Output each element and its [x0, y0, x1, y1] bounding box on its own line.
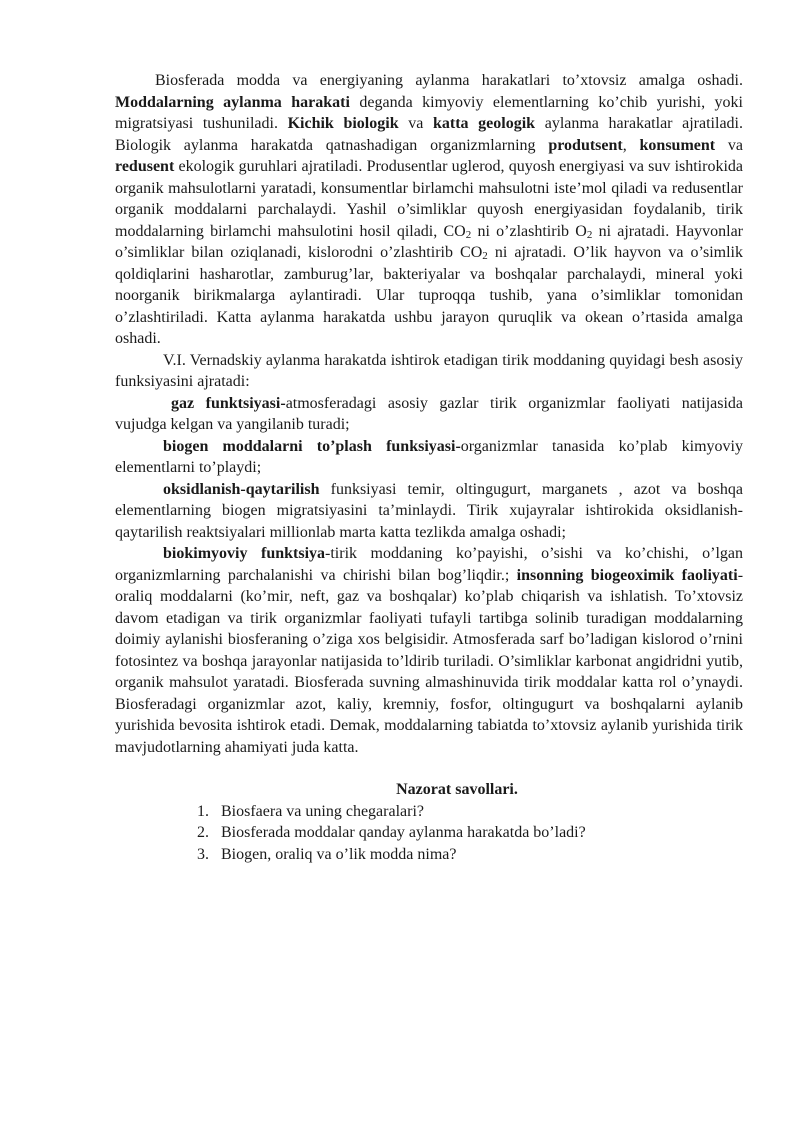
- bold-term: biogen moddalarni to’plash funksiyasi-: [163, 437, 461, 455]
- text-run: ,: [622, 136, 640, 154]
- paragraph: [115, 543, 743, 758]
- list-item: [197, 801, 743, 823]
- question-text: Biogen, oraliq va o’lik modda nima?: [221, 845, 457, 863]
- text-run: organizmlar tanasida ko’plab kimyoviy elementlarni to’playdi;: [115, 437, 743, 476]
- document-body: [115, 70, 743, 865]
- bold-term: oksidlanish-qaytarilish: [163, 480, 320, 498]
- subscript: 2: [465, 228, 472, 241]
- question-text: Biosferada moddalar qanday aylanma harakatda bo’ladi?: [221, 824, 586, 841]
- subscript: 2: [586, 228, 593, 241]
- text-run: va: [715, 136, 744, 154]
- text-run: -tirik moddaning ko’payishi, o’sishi va ko’chishi, o’lgan organizmlarning parchalanishi va chirishi bilan bog’liqdir.;: [115, 545, 744, 584]
- bold-term: gaz funktsiyasi-: [171, 394, 286, 412]
- paragraph: [115, 393, 743, 436]
- bold-term: Moddalarning aylanma harakati: [115, 93, 350, 111]
- paragraph: [115, 350, 743, 393]
- bold-term: redusent: [115, 158, 175, 175]
- text-run: va: [398, 115, 433, 132]
- text-run: funksiyasi temir, oltingugurt, marganets , azot va boshqa elementlarning biogen migratsiyasini ta’minlaydi. Tirik xujayralar ishtirokida oksidlanish-qaytarilish reaktsiyalari millionlab marta katta tezlikda amalga oshadi;: [115, 480, 743, 541]
- question-text: Biosfaera va uning chegaralari?: [221, 802, 425, 820]
- question-number: 2.: [197, 824, 209, 841]
- text-run: ni ajratadi. O’lik hayvon va o’simlik qoldiqlarini hasharotlar, zamburug’lar, bakteriyalar va boshqalar parchalaydi, mineral yoki noorganik birikmalarga aylantiradi. Ular tuproqqa tushib, yana o’simliklar tomonidan o’zlashtiriladi. Katta aylanma harakatda ushbu jarayon quruqlik va okean o’rtasida amalga oshadi.: [115, 244, 743, 347]
- text-run: - oraliq moddalarni (ko’mir, neft, gaz va boshqalar) ko’plab chiqarish va ishlatish. To’xtovsiz davom etadigan va tirik organizmlar faoliyati tufayli tartibga solinib turadigan moddalarning doimiy aylanishi biosferaning o’ziga xos belgisidir. Atmosferada sarf bo’ladigan kislorod o’rnini fotosintez va boshqa jarayonlar natijasida to’ldirib turiladi. O’simliklar karbonat angidridni yutib, organik mahsulot yaratadi. Biosferada suvning almashinuvida tirik moddalar katta rol o’ynaydi. Biosferadagi organizmlar azot, kaliy, kremniy, fosfor, oltingugurt va boshqalarni aylanib yurishida bevosita ishtirok etadi. Demak, moddalarning tabiatda to’xtovsiz aylanib yurishida tirik mavjudotlarning ahamiyati juda katta.: [115, 566, 744, 756]
- paragraph: [115, 479, 743, 544]
- list-item: [197, 844, 743, 866]
- text-run: atmosferadagi asosiy gazlar tirik organizmlar faoliyati natijasida vujudga kelgan va yangilanib turadi;: [115, 394, 744, 433]
- text-run: aylanma harakatlar ajratiladi. Biologik aylanma harakatda qatnashadigan organizmlarning: [115, 115, 743, 154]
- text-run: V.I. Vernadskiy aylanma harakatda ishtirok etadigan tirik moddaning quyidagi besh asosiy funksiyasini ajratadi:: [115, 351, 743, 390]
- list-item: [197, 822, 743, 844]
- subscript: 2: [482, 250, 488, 262]
- question-number: 3.: [197, 845, 209, 863]
- review-title: Nazorat savollari.: [396, 781, 518, 798]
- question-number: 1.: [197, 802, 209, 820]
- paragraph: [115, 70, 743, 350]
- bold-term: konsument: [639, 136, 716, 154]
- text-run: Biosferada modda va energiyaning aylanma harakatlari to’xtovsiz amalga oshadi.: [155, 72, 743, 89]
- bold-term: insonning biogeoximik faoliyati: [516, 566, 738, 584]
- bold-term: katta geologik: [432, 115, 536, 132]
- body-text: [115, 70, 743, 758]
- text-run: ekologik guruhlari ajratiladi. Produsentlar uglerod, quyosh energiyasi va suv ishtirokida organik mahsulotlarni yaratadi, konsumentlar birlamchi mahsulotni iste’mol qiladi va redusentlar organik moddalarni parchalaydi. Yashil o’simliklar quyosh energiyasidan foydalanib, tirik moddalarning birlamchi mahsulotini hosil qiladi, CO: [115, 158, 743, 240]
- bold-term: biokimyoviy funktsiya: [163, 545, 326, 562]
- text-run: deganda kimyoviy elementlarning ko’chib yurishi, yoki migratsiyasi tushuniladi.: [115, 93, 743, 132]
- review-questions-list: [197, 801, 743, 866]
- text-run: ni ajratadi. Hayvonlar o’simliklar bilan oziqlanadi, kislorodni o’zlashtirib CO: [115, 222, 743, 261]
- bold-term: produtsent: [548, 136, 623, 154]
- paragraph: [115, 436, 743, 479]
- bold-term: Kichik biologik: [287, 115, 399, 132]
- text-run: ni o’zlashtirib O: [471, 222, 587, 240]
